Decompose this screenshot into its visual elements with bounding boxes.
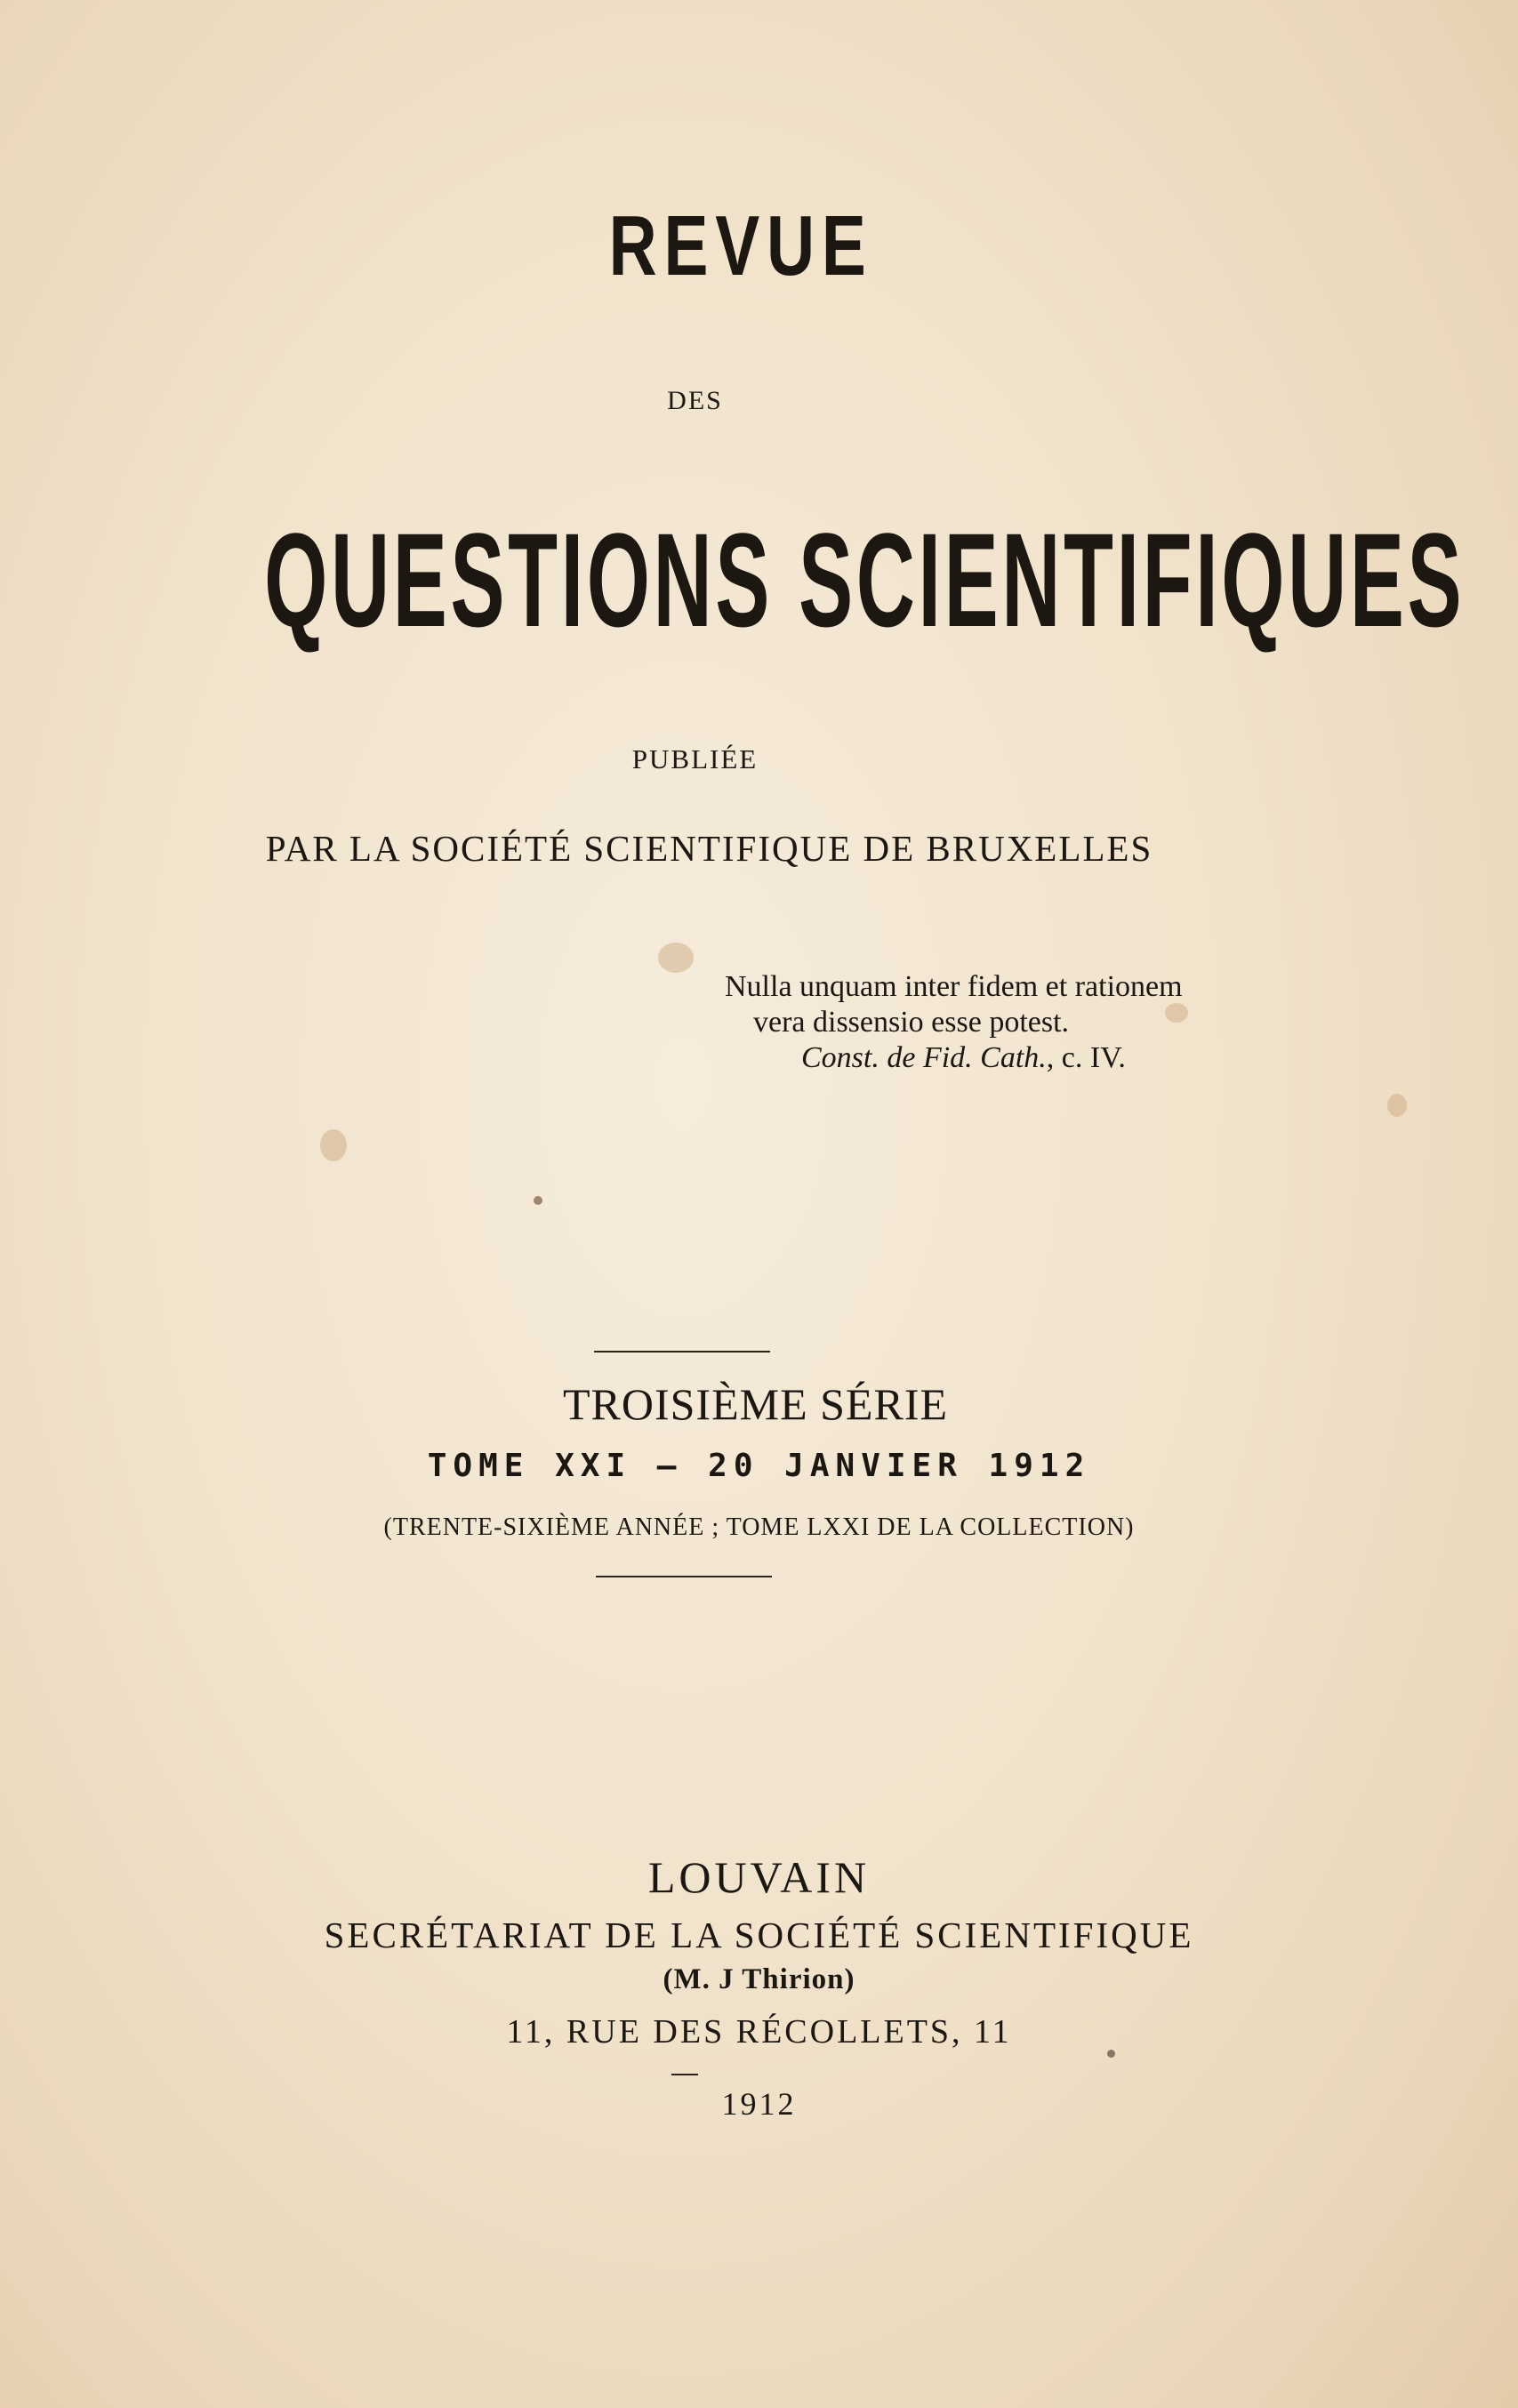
divider-year — [671, 2074, 698, 2075]
paper-stain — [320, 1129, 347, 1161]
epigraph-source-suffix: , c. IV. — [1046, 1041, 1126, 1074]
volume-date: TOME XXI — 20 JANVIER 1912 — [427, 1448, 1091, 1484]
series-label: TROISIÈME SÉRIE — [562, 1379, 949, 1429]
imprint-secretariat: SECRÉTARIAT DE LA SOCIÉTÉ SCIENTIFIQUE — [324, 1914, 1194, 1955]
journal-title-revue: REVUE — [608, 198, 873, 293]
paper-stain — [1387, 1094, 1407, 1117]
divider-top — [594, 1351, 770, 1352]
imprint-contact: (M. J Thirion) — [663, 1963, 855, 1995]
imprint-address: 11, RUE DES RÉCOLLETS, 11 — [506, 2013, 1012, 2051]
paper-stain — [658, 943, 694, 973]
imprint-city: LOUVAIN — [647, 1852, 871, 1902]
divider-bottom — [596, 1576, 772, 1577]
publisher-name: PAR LA SOCIÉTÉ SCIENTIFIQUE DE BRUXELLES — [265, 828, 1153, 869]
epigraph-line-1: Nulla unquam inter fidem et rationem — [725, 970, 1183, 1003]
journal-title-des: DES — [667, 386, 723, 415]
epigraph-line-2: vera dissensio esse potest. — [753, 1006, 1070, 1039]
collection-note: (TRENTE-SIXIÈME ANNÉE ; TOME LXXI DE LA COLLECTION) — [383, 1513, 1135, 1541]
paper-stain — [534, 1196, 542, 1205]
epigraph — [725, 969, 1183, 1076]
imprint-year: 1912 — [721, 2086, 797, 2122]
published-label: PUBLIÉE — [631, 743, 759, 775]
journal-title-main: QUESTIONS SCIENTIFIQUES — [264, 505, 1466, 654]
epigraph-source — [725, 1040, 1183, 1076]
epigraph-source-title: Const. de Fid. Cath. — [801, 1041, 1047, 1074]
